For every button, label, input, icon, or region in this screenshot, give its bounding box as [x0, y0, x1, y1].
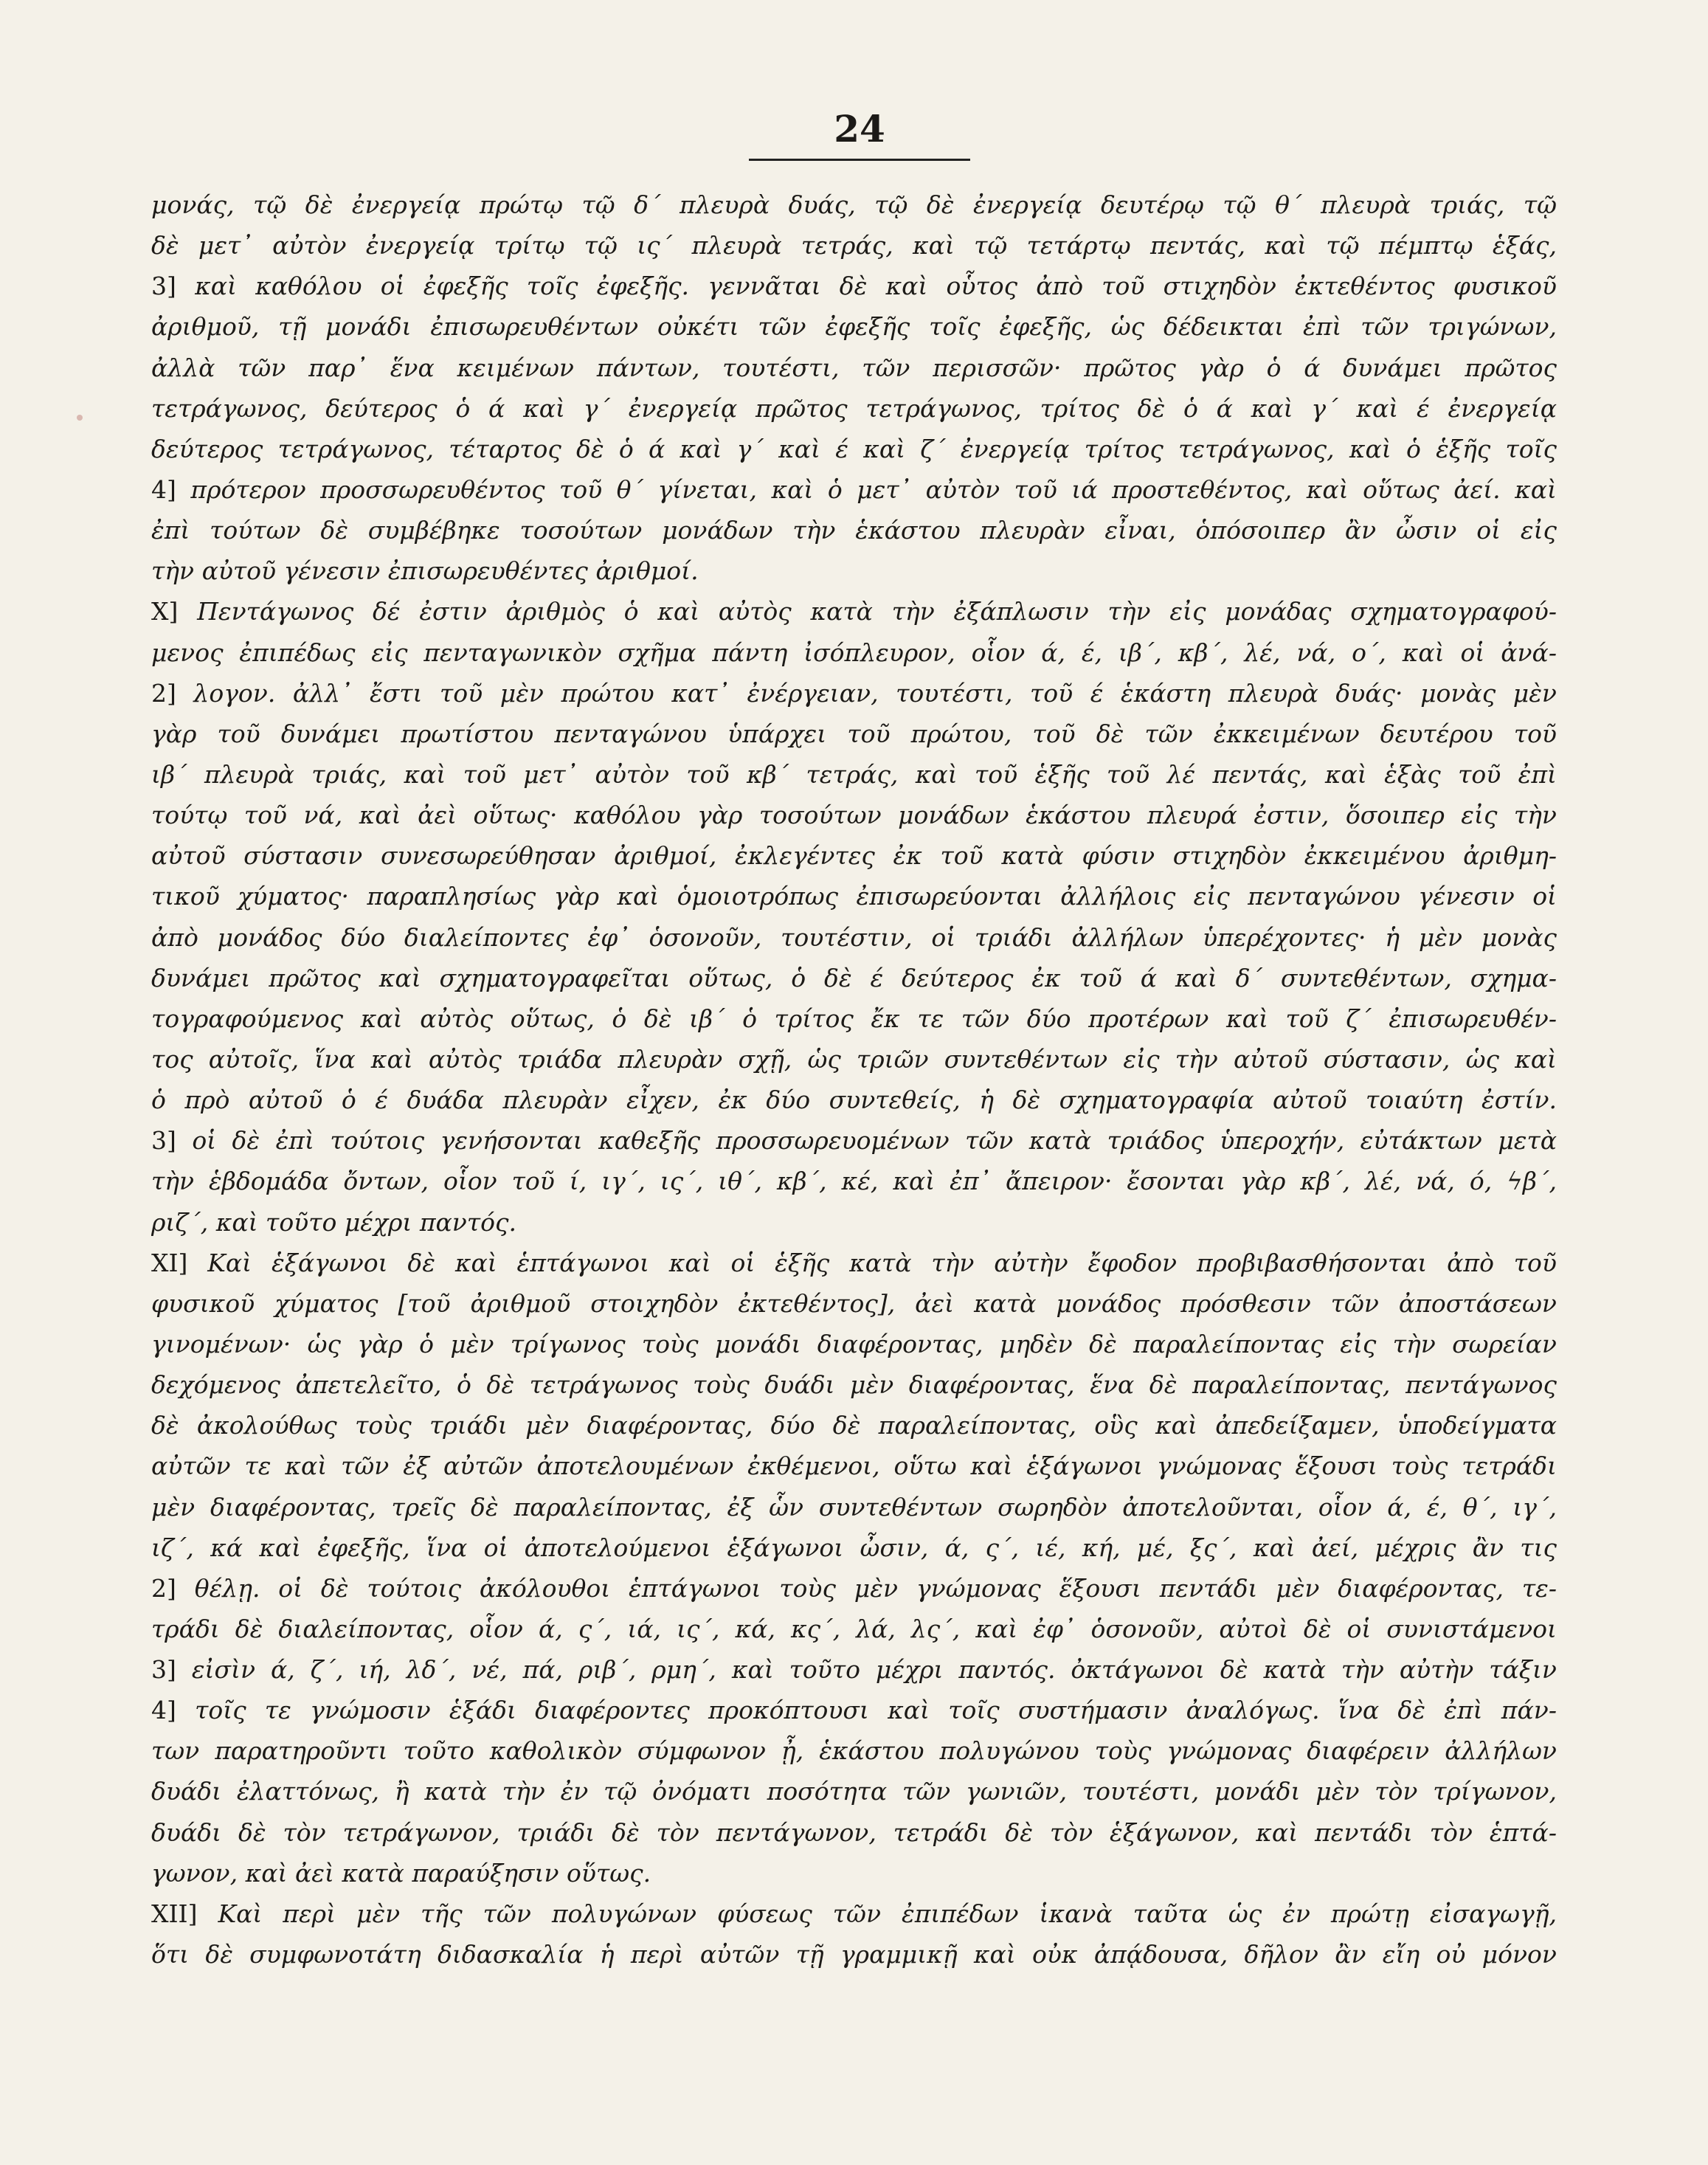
section-marker: 3]	[151, 272, 176, 301]
text-line	[151, 1202, 1557, 1243]
text-line	[151, 1690, 1557, 1730]
text-line	[151, 1771, 1557, 1812]
text-line	[151, 1243, 1557, 1283]
line-text: δυνάμει πρῶτος καὶ σχηματογραφεῖται οὕτως, ὁ δὲ έ δεύτερος ἐκ τοῦ ά καὶ δ΄ συντεθέντων, σχημα-	[151, 963, 1557, 992]
line-text: γινομένων· ὡς γὰρ ὁ μὲν τρίγωνος τοὺς μονάδι διαφέροντας, μηδὲν δὲ παραλείποντας εἰς τὴν σωρείαν	[151, 1329, 1557, 1358]
line-text: ιβ΄ πλευρὰ τριάς, καὶ τοῦ μετ᾽ αὐτὸν τοῦ κβ΄ τετράς, καὶ τοῦ ἑξῆς τοῦ λέ πεντάς, καὶ ἑξὰς τοῦ ἐπὶ	[151, 759, 1557, 789]
text-line	[151, 876, 1557, 916]
line-text: φυσικοῦ χύματος [τοῦ ἀριθμοῦ στοιχηδὸν ἐκτεθέντος], ἀεὶ κατὰ μονάδος πρόσθεσιν τῶν ἀποστάσεων	[151, 1288, 1557, 1318]
line-text: καὶ καθόλου οἱ ἐφεξῆς τοῖς ἐφεξῆς. γεννᾶται δὲ καὶ οὗτος ἀπὸ τοῦ στιχηδὸν ἐκτεθέντος φυσικοῦ	[195, 272, 1557, 301]
line-text: τογραφούμενος καὶ αὐτὸς οὕτως, ὁ δὲ ιβ΄ ὁ τρίτος ἔκ τε τῶν δύο προτέρων καὶ τοῦ ζ΄ ἐπισωρευθέν-	[151, 1004, 1557, 1033]
text-line	[151, 550, 1557, 591]
section-marker: 2]	[151, 678, 176, 708]
text-line	[151, 469, 1557, 510]
line-text: γὰρ τοῦ δυνάμει πρωτίστου πενταγώνου ὑπάρχει τοῦ πρώτου, τοῦ δὲ τῶν ἐκκειμένων δευτέρου τοῦ	[151, 719, 1557, 748]
section-marker: 4]	[151, 474, 176, 504]
text-line	[151, 591, 1557, 632]
section-marker: 3]	[151, 1126, 176, 1156]
text-line	[151, 1730, 1557, 1771]
text-line	[151, 1324, 1557, 1364]
text-line	[151, 1853, 1557, 1893]
line-text: πρότερον προσσωρευθέντος τοῦ θ΄ γίνεται, καὶ ὁ μετ᾽ αὐτὸν τοῦ ιά προστεθέντος, καὶ οὕτως ἀεί. καὶ	[190, 474, 1557, 504]
line-text: δὲ μετ᾽ αὐτὸν ἐνεργείᾳ τρίτῳ τῷ ις΄ πλευρὰ τετράς, καὶ τῷ τετάρτῳ πεντάς, καὶ τῷ πέμπτῳ ἑξάς,	[151, 231, 1557, 260]
text-line	[151, 795, 1557, 835]
text-line	[151, 1934, 1557, 1975]
line-text: τὴν ἑβδομάδα ὄντων, οἷον τοῦ ί, ιγ΄, ις΄, ιθ΄, κβ΄, κέ, καὶ ἐπ᾽ ἄπειρον· ἔσονται γὰρ κβ΄, λέ, νά, ό, ϟβ΄,	[151, 1167, 1557, 1196]
text-line	[151, 510, 1557, 550]
line-text: τος αὐτοῖς, ἵνα καὶ αὐτὸς τριάδα πλευρὰν σχῇ, ὡς τριῶν συντεθέντων εἰς τὴν αὐτοῦ σύστασιν, ὡς καὶ	[151, 1044, 1557, 1074]
line-text: Καὶ ἑξάγωνοι δὲ καὶ ἑπτάγωνοι καὶ οἱ ἑξῆς κατὰ τὴν αὐτὴν ἔφοδον προβιβασθήσονται ἀπὸ τοῦ	[207, 1248, 1557, 1277]
line-text: ἀλλὰ τῶν παρ᾽ ἕνα κειμένων πάντων, τουτέστι, τῶν περισσῶν· πρῶτος γὰρ ὁ ά δυνάμει πρῶτος	[151, 353, 1557, 382]
line-text: γωνον, καὶ ἀεὶ κατὰ παραύξησιν οὕτως.	[151, 1858, 651, 1888]
line-text: δεχόμενος ἀπετελεῖτο, ὁ δὲ τετράγωνος τοὺς δυάδι μὲν διαφέροντας, ἕνα δὲ παραλείποντας, πεντάγωνος	[151, 1370, 1557, 1400]
line-text: ριζ΄, καὶ τοῦτο μέχρι παντός.	[151, 1207, 516, 1237]
line-text: ιζ΄, κά καὶ ἐφεξῆς, ἵνα οἱ ἀποτελούμενοι ἑξάγωνοι ὦσιν, ά, ς΄, ιέ, κή, μέ, ξς΄, καὶ ἀεί, μέχρις ἂν τις	[151, 1533, 1557, 1562]
text-line	[151, 1283, 1557, 1324]
text-line	[151, 917, 1557, 958]
text-line	[151, 306, 1557, 347]
text-line	[151, 1609, 1557, 1649]
line-text: εἰσὶν ά, ζ΄, ιή, λδ΄, νέ, πά, ριβ΄, ρμη΄, καὶ τοῦτο μέχρι παντός. ὀκτάγωνοι δὲ κατὰ τὴν αὐτὴν τάξιν	[191, 1655, 1557, 1685]
text-line	[151, 1812, 1557, 1853]
text-line	[151, 1893, 1557, 1934]
line-text: αὐτοῦ σύστασιν συνεσωρεύθησαν ἀριθμοί, ἐκλεγέντες ἐκ τοῦ κατὰ φύσιν στιχηδὸν ἐκκειμένου ἀριθμη-	[151, 841, 1557, 871]
line-text: λογον. ἀλλ᾽ ἔστι τοῦ μὲν πρώτου κατ᾽ ἐνέργειαν, τουτέστι, τοῦ έ ἑκάστη πλευρὰ δυάς· μονὰς μὲν	[193, 678, 1557, 708]
text-line	[151, 1487, 1557, 1527]
line-text: δυάδι ἐλαττόνως, ἢ κατὰ τὴν ἐν τῷ ὀνόματι ποσότητα τῶν γωνιῶν, τουτέστι, μονάδι μὲν τὸν τρίγωνον,	[151, 1777, 1557, 1806]
section-marker: XII]	[151, 1899, 198, 1928]
text-line	[151, 1120, 1557, 1161]
line-text: ἀπὸ μονάδος δύο διαλείποντες ἐφ᾽ ὁσονοῦν, τουτέστιν, οἱ τριάδι ἀλλήλων ὑπερέχοντες· ἡ μὲν μονὰς	[151, 922, 1557, 952]
text-line	[151, 1364, 1557, 1405]
line-text: δεύτερος τετράγωνος, τέταρτος δὲ ὁ ά καὶ γ΄ καὶ έ καὶ ζ΄ ἐνεργείᾳ τρίτος τετράγωνος, καὶ ὁ ἑξῆς τοῖς	[151, 434, 1557, 463]
text-line	[151, 1568, 1557, 1609]
line-text: ὁ πρὸ αὐτοῦ ὁ έ δυάδα πλευρὰν εἶχεν, ἐκ δύο συντεθείς, ἡ δὲ σχηματογραφία αὐτοῦ τοιαύτη ἐστίν.	[151, 1085, 1557, 1115]
text-line	[151, 1080, 1557, 1120]
text-line	[151, 348, 1557, 388]
text-line	[151, 714, 1557, 754]
text-line	[151, 388, 1557, 429]
line-text: Πεντάγωνος δέ ἐστιν ἀριθμὸς ὁ καὶ αὐτὸς κατὰ τὴν ἐξάπλωσιν τὴν εἰς μονάδας σχηματογραφού-	[197, 597, 1557, 626]
section-marker: 3]	[151, 1655, 176, 1685]
text-line	[151, 266, 1557, 306]
line-text: των παρατηροῦντι τοῦτο καθολικὸν σύμφωνον ᾖ, ἑκάστου πολυγώνου τοὺς γνώμονας διαφέρειν ἀλλήλων	[151, 1736, 1557, 1766]
line-text: τράδι δὲ διαλείποντας, οἷον ά, ς΄, ιά, ις΄, κά, κς΄, λά, λς΄, καὶ ἐφ᾽ ὁσονοῦν, αὐτοὶ δὲ οἱ συνιστάμενοι	[151, 1614, 1557, 1643]
text-line	[151, 1649, 1557, 1690]
text-line	[151, 998, 1557, 1039]
section-marker: X]	[151, 597, 179, 626]
text-line	[151, 632, 1557, 673]
line-text: Καὶ περὶ μὲν τῆς τῶν πολυγώνων φύσεως τῶν ἐπιπέδων ἱκανὰ ταῦτα ὡς ἐν πρώτῃ εἰσαγωγῇ,	[218, 1899, 1557, 1928]
text-line	[151, 429, 1557, 469]
text-line	[151, 225, 1557, 266]
line-text: θέλῃ. οἱ δὲ τούτοις ἀκόλουθοι ἑπτάγωνοι τοὺς μὲν γνώμονας ἕξουσι πεντάδι μὲν διαφέροντας, τε-	[194, 1573, 1557, 1603]
page-number: 24	[834, 107, 885, 151]
line-text: αὐτῶν τε καὶ τῶν ἐξ αὐτῶν ἀποτελουμένων ἐκθέμενοι, οὕτω καὶ ἑξάγωνοι γνώμονας ἕξουσι τοὺς τετράδι	[151, 1451, 1557, 1481]
page-number-rule	[749, 159, 970, 161]
text-line	[151, 673, 1557, 714]
margin-stain	[77, 415, 83, 421]
line-text: τετράγωνος, δεύτερος ὁ ά καὶ γ΄ ἐνεργείᾳ πρῶτος τετράγωνος, τρίτος δὲ ὁ ά καὶ γ΄ καὶ έ ἐνεργείᾳ	[151, 393, 1557, 423]
text-line	[151, 1446, 1557, 1486]
line-text: μενος ἐπιπέδως εἰς πενταγωνικὸν σχῆμα πάντη ἰσόπλευρον, οἷον ά, έ, ιβ΄, κβ΄, λέ, νά, ο΄, καὶ οἱ ἀνά-	[151, 638, 1557, 667]
line-text: ὅτι δὲ συμφωνοτάτη διδασκαλία ἡ περὶ αὐτῶν τῇ γραμμικῇ καὶ οὐκ ἀπᾴδουσα, δῆλον ἂν εἴη οὐ μόνον	[151, 1940, 1557, 1969]
text-line	[151, 958, 1557, 998]
section-marker: 2]	[151, 1573, 176, 1603]
line-text: ἀριθμοῦ, τῇ μονάδι ἐπισωρευθέντων οὐκέτι τῶν ἐφεξῆς τοῖς ἐφεξῆς, ὡς δέδεικται ἐπὶ τῶν τριγώνων,	[151, 312, 1557, 342]
text-line	[151, 1527, 1557, 1568]
text-line	[151, 1039, 1557, 1080]
line-text: οἱ δὲ ἐπὶ τούτοις γενήσονται καθεξῆς προσσωρευομένων τῶν κατὰ τριάδος ὑπεροχήν, εὐτάκτων μετὰ	[192, 1126, 1557, 1156]
line-text: τοῖς τε γνώμοσιν ἑξάδι διαφέροντες προκόπτουσι καὶ τοῖς συστήμασιν ἀναλόγως. ἵνα δὲ ἐπὶ πάν-	[195, 1696, 1557, 1725]
line-text: μονάς, τῷ δὲ ἐνεργείᾳ πρώτῳ τῷ δ΄ πλευρὰ δυάς, τῷ δὲ ἐνεργείᾳ δευτέρῳ τῷ θ΄ πλευρὰ τριάς, τῷ	[151, 190, 1557, 219]
line-text: τὴν αὐτοῦ γένεσιν ἐπισωρευθέντες ἀριθμοί.	[151, 556, 699, 586]
text-line	[151, 1161, 1557, 1201]
line-text: ἐπὶ τούτων δὲ συμβέβηκε τοσούτων μονάδων τὴν ἑκάστου πλευρὰν εἶναι, ὁπόσοιπερ ἂν ὦσιν οἱ εἰς	[151, 516, 1557, 545]
line-text: δυάδι δὲ τὸν τετράγωνον, τριάδι δὲ τὸν πεντάγωνον, τετράδι δὲ τὸν ἑξάγωνον, καὶ πεντάδι τὸν ἑπτά-	[151, 1817, 1557, 1847]
text-line	[151, 835, 1557, 876]
line-text: δὲ ἀκολούθως τοὺς τριάδι μὲν διαφέροντας, δύο δὲ παραλείποντας, οὓς καὶ ἀπεδείξαμεν, ὑποδείγματα	[151, 1411, 1557, 1440]
text-body	[151, 184, 1557, 1975]
section-marker: XI]	[151, 1248, 188, 1277]
text-line	[151, 1405, 1557, 1446]
line-text: τικοῦ χύματος· παραπλησίως γὰρ καὶ ὁμοιοτρόπως ἐπισωρεύονται ἀλλήλοις εἰς πενταγώνου γένεσιν οἱ	[151, 882, 1557, 911]
text-line	[151, 754, 1557, 795]
text-line	[151, 184, 1557, 225]
line-text: μὲν διαφέροντας, τρεῖς δὲ παραλείποντας, ἐξ ὧν συντεθέντων σωρηδὸν ἀποτελοῦνται, οἷον ά, έ, θ΄, ιγ΄,	[151, 1492, 1557, 1522]
section-marker: 4]	[151, 1696, 176, 1725]
line-text: τούτῳ τοῦ νά, καὶ ἀεὶ οὕτως· καθόλου γὰρ τοσούτων μονάδων ἑκάστου πλευρά ἐστιν, ὅσοιπερ εἰς τὴν	[151, 801, 1557, 830]
